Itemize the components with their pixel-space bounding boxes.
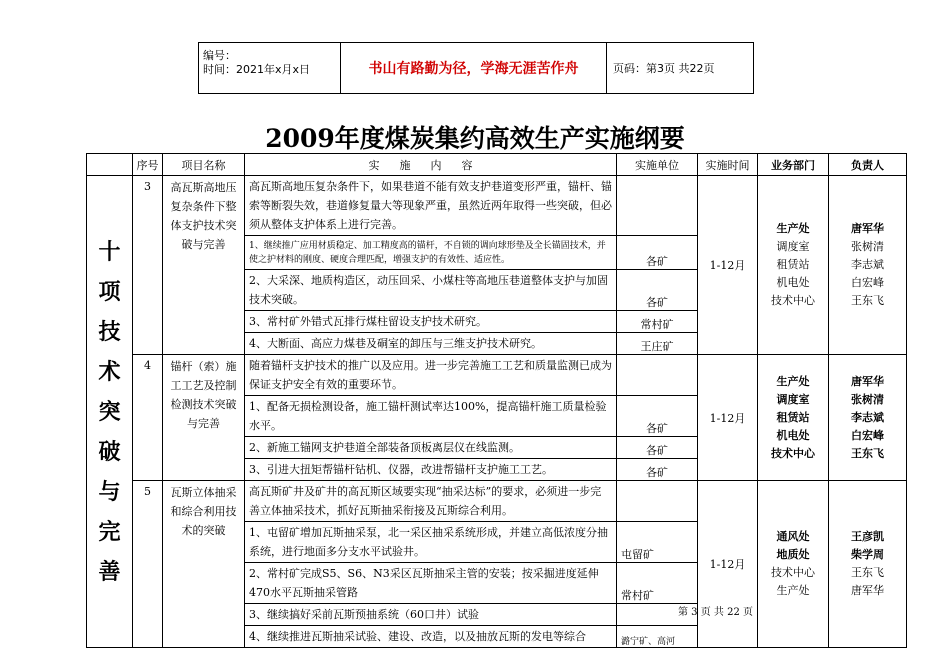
owner-name: 李志斌 <box>851 258 884 271</box>
header-owner: 负责人 <box>829 154 907 176</box>
page-info: 页码：第3页 共22页 <box>613 62 715 75</box>
content-item-cell: 1、配备无损检测设备，施工锚杆测试率达100%，提高锚杆施工质量检验水平。 <box>245 396 617 437</box>
owner-name: 李志斌 <box>851 410 884 424</box>
seq-cell: 5 <box>133 481 163 648</box>
category-char: 完 <box>98 518 121 545</box>
unit-cell: 各矿 <box>617 270 698 311</box>
content-item-cell: 1、继续推广应用材质稳定、加工精度高的锚杆，不自锁的调向球形垫及全长锚固技术，并使之护材料的刚度、硬度合理匹配，增强支护的有效性、适应性。 <box>245 236 617 270</box>
content-intro-cell: 高瓦斯矿井及矿井的高瓦斯区域要实现“抽采达标”的要求，必须进一步完善立体抽采技术，抓好瓦斯抽采衔接及瓦斯综合利用。 <box>245 481 617 522</box>
category-char: 与 <box>98 478 121 505</box>
header-meta-cell <box>199 43 341 93</box>
time-cell: 1-12月 <box>698 481 758 648</box>
unit-cell: 常村矿 <box>617 311 698 333</box>
owner-name: 王彦凯 <box>851 530 884 543</box>
motto-text: 书山有路勤为径，学海无涯苦作舟 <box>341 43 607 93</box>
category-char: 善 <box>98 558 121 585</box>
plan-table <box>86 153 907 648</box>
header-seq: 序号 <box>133 154 163 176</box>
seq-cell: 4 <box>133 355 163 481</box>
dept-name: 技术中心 <box>771 566 815 579</box>
category-char: 术 <box>98 358 121 385</box>
dept-name: 租赁站 <box>776 410 810 424</box>
unit-cell <box>617 176 698 236</box>
category-char: 技 <box>98 318 121 345</box>
content-item-cell: 4、大断面、高应力煤巷及硐室的卸压与三维支护技术研究。 <box>245 333 617 355</box>
dept-cell <box>758 481 829 648</box>
owner-name: 王东飞 <box>851 566 884 579</box>
header-time: 实施时间 <box>698 154 758 176</box>
content-item-cell: 1、屯留矿增加瓦斯抽采泵，北一采区抽采系统形成，并建立高低浓度分抽系统，进行地面多分支水平试验井。 <box>245 522 617 563</box>
category-char: 破 <box>98 438 121 465</box>
number-label: 编号： <box>203 49 236 62</box>
content-intro-cell: 高瓦斯高地压复杂条件下，如果巷道不能有效支护巷道变形严重，锚杆、锚索等断裂失效，巷道修复量大等现象严重，虽然近两年取得一些突破，但必须从整体支护体系上进行完善。 <box>245 176 617 236</box>
dept-name: 机电处 <box>776 428 810 442</box>
category-char: 突 <box>98 398 121 425</box>
category-cell <box>87 176 133 648</box>
header-content: 实施内容 <box>245 154 617 176</box>
page-footer: 第 3 页 共 22 页 <box>678 607 753 618</box>
content-item-cell: 2、新施工锚网支护巷道全部装备顶板离层仪在线监测。 <box>245 437 617 459</box>
content-item-cell: 2、大采深、地质构造区，动压回采、小煤柱等高地压巷道整体支护与加固技术突破。 <box>245 270 617 311</box>
content-item-cell: 2、常村矿完成S5、S6、N3采区瓦斯抽采主管的安装；按采掘进度延伸470水平瓦斯抽采管路 <box>245 563 617 604</box>
owner-name: 张树清 <box>851 240 884 253</box>
dept-name: 技术中心 <box>771 446 815 460</box>
project-name-cell: 高瓦斯高地压复杂条件下整体支护技术突破与完善 <box>163 176 245 355</box>
dept-name: 调度室 <box>776 240 810 253</box>
project-name-cell: 瓦斯立体抽采和综合利用技术的突破 <box>163 481 245 648</box>
owner-name: 王东飞 <box>851 446 884 460</box>
dept-name: 技术中心 <box>771 294 815 307</box>
dept-name: 生产处 <box>776 374 810 388</box>
content-item-cell: 3、引进大扭矩帮锚杆钻机、仪器，改进帮锚杆支护施工工艺。 <box>245 459 617 481</box>
unit-cell: 各矿 <box>617 396 698 437</box>
owner-name: 唐军华 <box>851 222 884 235</box>
unit-cell: 各矿 <box>617 236 698 270</box>
owner-cell <box>829 481 907 648</box>
content-item-cell: 4、继续推进瓦斯抽采试验、建设、改造，以及抽放瓦斯的发电等综合 <box>245 626 617 648</box>
seq-cell: 3 <box>133 176 163 355</box>
time-cell: 1-12月 <box>698 355 758 481</box>
owner-name: 王东飞 <box>851 294 884 307</box>
date-label: 时间：2021年x月x日 <box>203 63 311 76</box>
dept-name: 生产处 <box>776 584 810 597</box>
document-title: 2009年度煤炭集约高效生产实施纲要 <box>265 124 685 153</box>
unit-cell: 各矿 <box>617 459 698 481</box>
table-header-row <box>87 154 907 176</box>
content-item-cell: 3、常村矿外错式瓦排行煤柱留设支护技术研究。 <box>245 311 617 333</box>
unit-cell: 屯留矿 <box>617 522 698 563</box>
dept-name: 机电处 <box>776 276 810 289</box>
owner-cell <box>829 176 907 355</box>
dept-name: 生产处 <box>776 222 810 235</box>
header-unit: 实施单位 <box>617 154 698 176</box>
unit-cell <box>617 481 698 522</box>
project-name-cell: 锚杆（索）施工工艺及控制检测技术突破与完善 <box>163 355 245 481</box>
document-header-box <box>198 42 754 94</box>
category-char: 项 <box>98 278 121 305</box>
owner-name: 白宏峰 <box>851 276 884 289</box>
header-project: 项目名称 <box>163 154 245 176</box>
unit-cell: 潞宁矿、高河 <box>617 626 698 648</box>
unit-cell: 各矿 <box>617 437 698 459</box>
table-row <box>87 176 907 236</box>
dept-cell <box>758 176 829 355</box>
table-row <box>87 481 907 522</box>
owner-name: 柴学周 <box>851 548 884 561</box>
dept-name: 地质处 <box>776 548 810 561</box>
time-cell: 1-12月 <box>698 176 758 355</box>
unit-cell <box>617 355 698 396</box>
header-category <box>87 154 133 176</box>
owner-name: 唐军华 <box>851 374 884 388</box>
category-char: 十 <box>98 238 121 265</box>
dept-name: 租赁站 <box>776 258 810 271</box>
dept-name: 调度室 <box>776 392 810 406</box>
content-item-cell: 3、继续搞好采前瓦斯预抽系统（60口井）试验 <box>245 604 617 626</box>
unit-cell: 王庄矿 <box>617 333 698 355</box>
owner-name: 张树清 <box>851 392 884 406</box>
dept-name: 通风处 <box>776 530 810 543</box>
content-intro-cell: 随着锚杆支护技术的推广以及应用。进一步完善施工工艺和质量监测已成为保证支护安全有效的重要环节。 <box>245 355 617 396</box>
dept-cell <box>758 355 829 481</box>
unit-cell: 常村矿 <box>617 563 698 604</box>
table-row <box>87 355 907 396</box>
owner-name: 唐军华 <box>851 584 884 597</box>
header-dept: 业务部门 <box>758 154 829 176</box>
owner-name: 白宏峰 <box>851 428 884 442</box>
owner-cell <box>829 355 907 481</box>
